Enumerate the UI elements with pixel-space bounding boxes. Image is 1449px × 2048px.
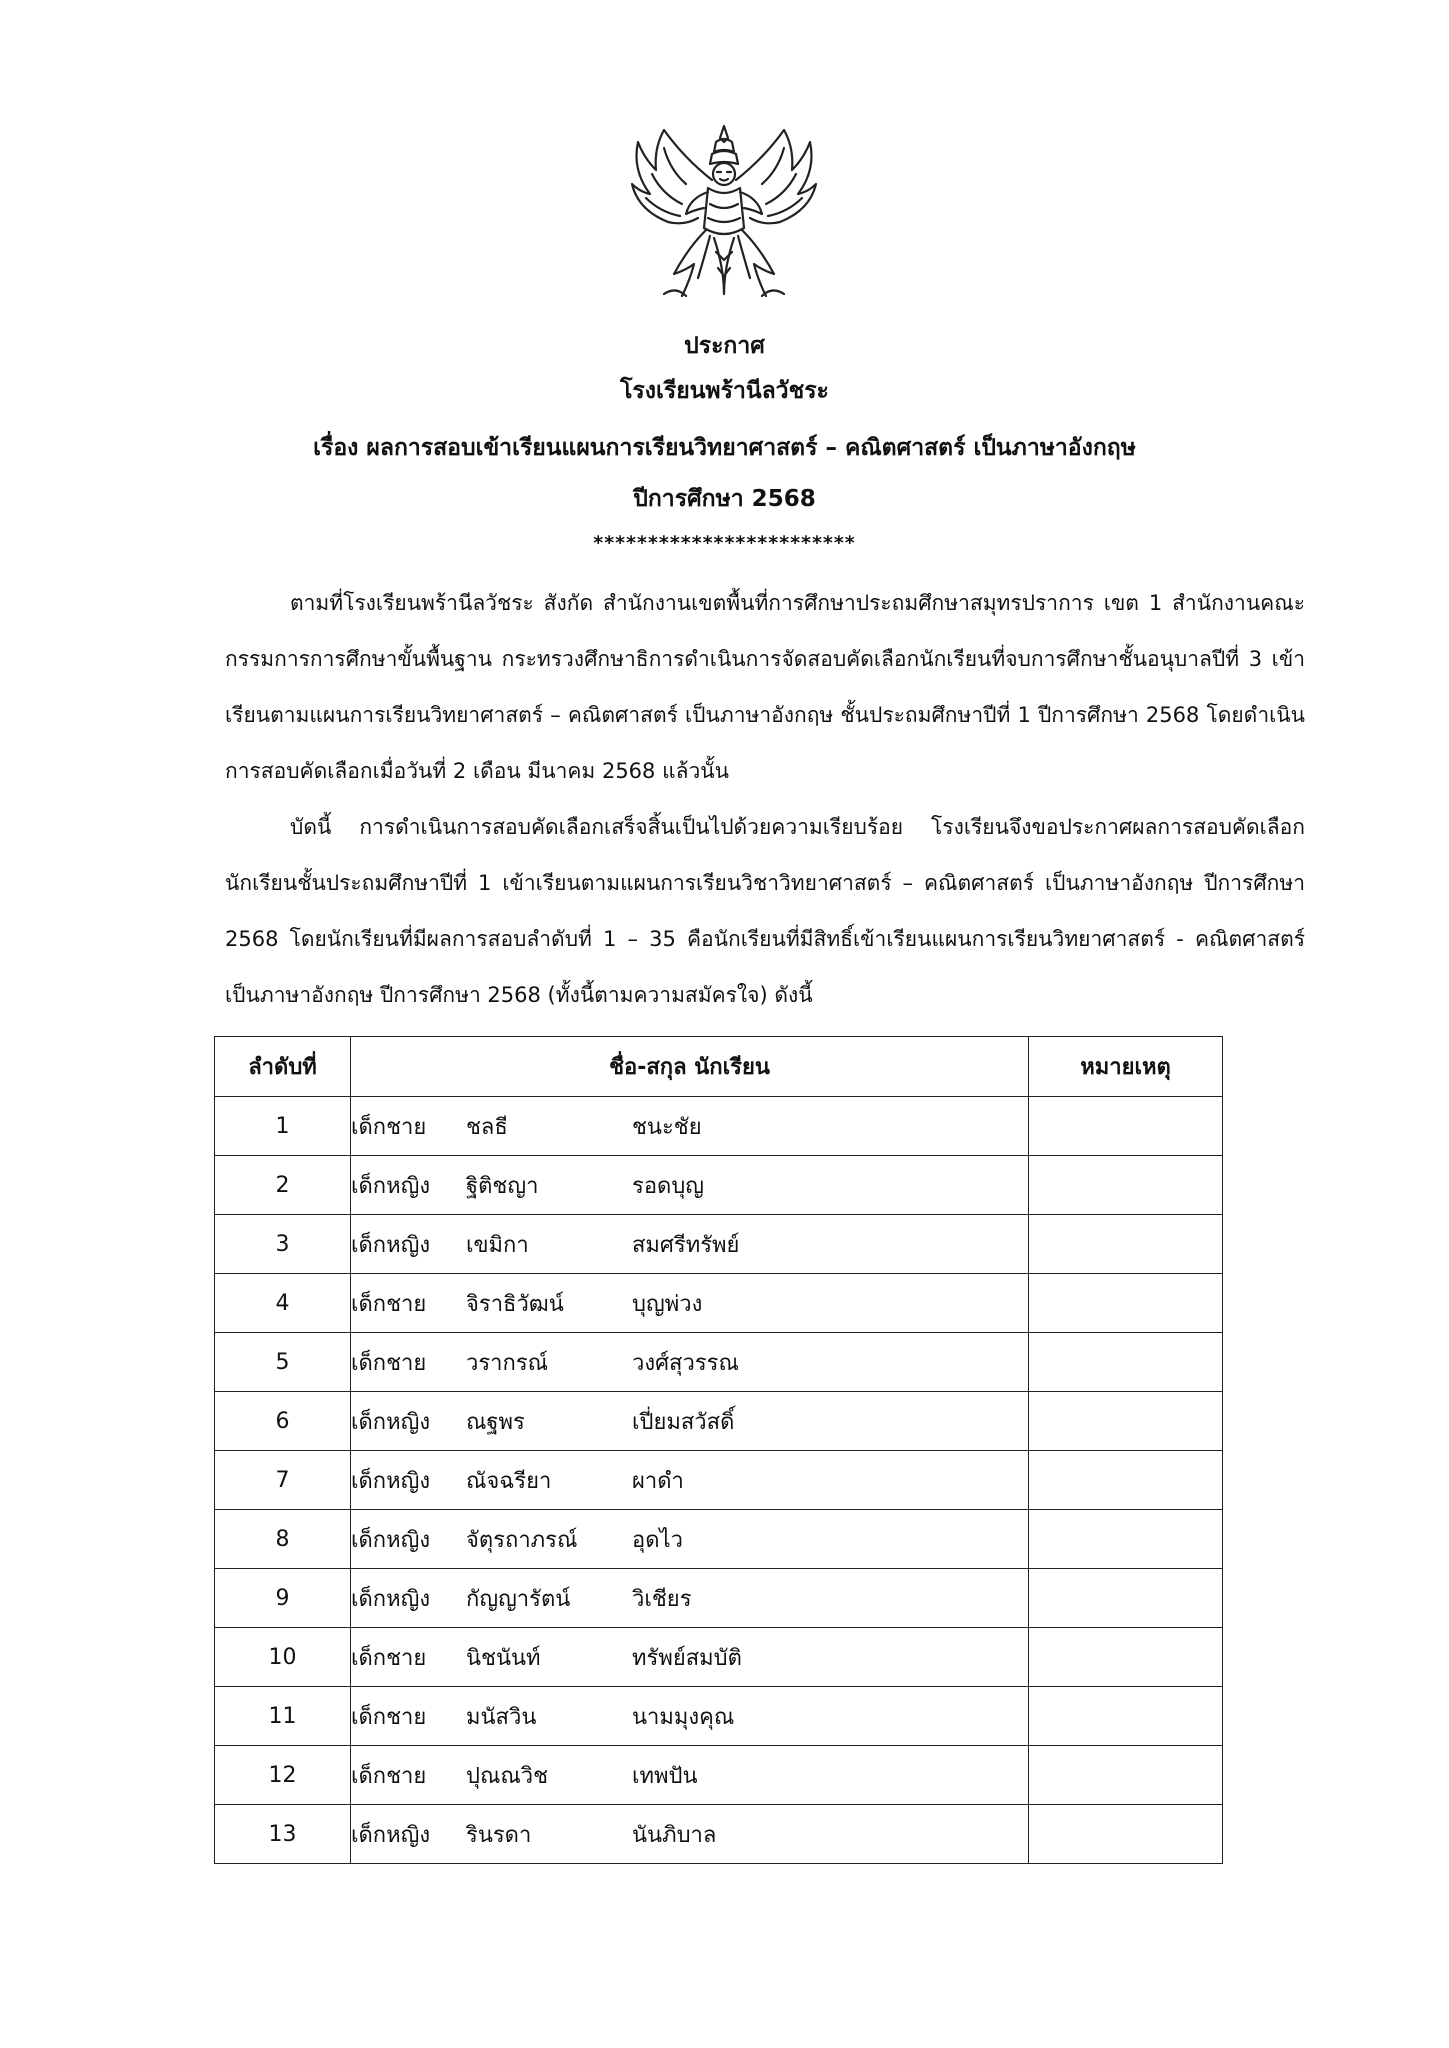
table-row [215,1687,1223,1746]
row-number: 2 [215,1156,351,1215]
name-prefix: เด็กชาย [351,1291,427,1317]
first-name: ปุณณวิช [466,1763,549,1789]
table-row [215,1274,1223,1333]
student-name [351,1628,1029,1687]
last-name: ผาดำ [632,1468,684,1494]
name-prefix: เด็กชาย [351,1645,427,1671]
first-name: วรากรณ์ [466,1350,549,1376]
student-name [351,1392,1029,1451]
first-name: กัญญารัตน์ [466,1586,571,1612]
table-row [215,1510,1223,1569]
first-name: เขมิกา [466,1232,529,1258]
first-name: รินรดา [466,1822,532,1848]
first-name: ฐิติชญา [466,1173,539,1199]
student-name [351,1097,1029,1156]
remark-cell [1029,1097,1223,1156]
remark-cell [1029,1451,1223,1510]
last-name: วิเชียร [632,1586,692,1612]
table-row [215,1451,1223,1510]
last-name: สมศรีทรัพย์ [632,1232,740,1258]
table-row [215,1333,1223,1392]
student-name [351,1333,1029,1392]
row-number: 9 [215,1569,351,1628]
table-row [215,1569,1223,1628]
name-prefix: เด็กหญิง [351,1527,431,1553]
table-row [215,1392,1223,1451]
remark-cell [1029,1392,1223,1451]
remark-cell [1029,1746,1223,1805]
row-number: 11 [215,1687,351,1746]
name-prefix: เด็กชาย [351,1704,427,1730]
table-row [215,1628,1223,1687]
remark-cell [1029,1628,1223,1687]
first-name: จัตุรถาภรณ์ [466,1527,578,1553]
student-name [351,1451,1029,1510]
table-row [215,1156,1223,1215]
last-name: เปี่ยมสวัสดิ์ [632,1409,735,1435]
row-number: 8 [215,1510,351,1569]
first-name: ชลธี [466,1114,508,1140]
header-order: ลำดับที่ [215,1037,351,1097]
first-name: นิชนันท์ [466,1645,541,1671]
name-prefix: เด็กหญิง [351,1822,431,1848]
remark-cell [1029,1156,1223,1215]
last-name: นันภิบาล [632,1822,717,1848]
last-name: ชนะชัย [632,1114,702,1140]
row-number: 5 [215,1333,351,1392]
first-name: มนัสวิน [466,1704,537,1730]
student-name [351,1746,1029,1805]
student-name [351,1274,1029,1333]
last-name: ทรัพย์สมบัติ [632,1645,742,1671]
remark-cell [1029,1569,1223,1628]
remark-cell [1029,1510,1223,1569]
name-prefix: เด็กหญิง [351,1409,431,1435]
first-name: ณัจฉรียา [466,1468,552,1494]
school-name: โรงเรียนพร้านีลวัชระ [620,378,829,404]
row-number: 12 [215,1746,351,1805]
student-name [351,1510,1029,1569]
announcement-subject: เรื่อง ผลการสอบเข้าเรียนแผนการเรียนวิทยาศาสตร์ – คณิตศาสตร์ เป็นภาษาอังกฤษ [313,435,1136,461]
remark-cell [1029,1687,1223,1746]
remark-cell [1029,1805,1223,1864]
announcement-body [225,575,1305,1023]
last-name: นามมุงคุณ [632,1704,735,1730]
first-name: ณฐพร [466,1409,525,1435]
first-name: จิราธิวัฒน์ [466,1291,564,1317]
table-header-row [215,1037,1223,1097]
last-name: บุญพ่วง [632,1291,703,1317]
remark-cell [1029,1274,1223,1333]
row-number: 1 [215,1097,351,1156]
last-name: วงศ์สุวรรณ [632,1350,739,1376]
student-name [351,1156,1029,1215]
remark-cell [1029,1333,1223,1392]
name-prefix: เด็กหญิง [351,1232,431,1258]
last-name: เทพปัน [632,1763,698,1789]
table-row [215,1805,1223,1864]
row-number: 4 [215,1274,351,1333]
announcement-label: ประกาศ [684,333,765,359]
name-prefix: เด็กหญิง [351,1468,431,1494]
last-name: รอดบุญ [632,1173,705,1199]
star-divider: ************************ [593,532,856,554]
body-paragraph-2: บัดนี้ การดำเนินการสอบคัดเลือกเสร็จสิ้นเป็นไปด้วยความเรียบร้อย โรงเรียนจึงขอประกาศผลการสอบคัดเลือกนักเรียนชั้นประถมศึกษาปีที่ 1 เข้าเรียนตามแผนการเรียนวิชาวิทยาศาสตร์ – คณิตศาสตร์ เป็นภาษาอังกฤษ ปีการศึกษา 2568 โดยนักเรียนที่มีผลการสอบลำดับที่ 1 – 35 คือนักเรียนที่มีสิทธิ์เข้าเรียนแผนการเรียนวิทยาศาสตร์ - คณิตศาสตร์ เป็นภาษาอังกฤษ ปีการศึกษา 2568 (ทั้งนี้ตามความสมัครใจ) ดังนี้ [225,815,1305,1007]
garuda-emblem-icon [624,118,824,308]
results-table [214,1036,1223,1864]
body-paragraph-1: ตามที่โรงเรียนพร้านีลวัชระ สังกัด สำนักงานเขตพื้นที่การศึกษาประถมศึกษาสมุทรปราการ เขต 1 สำนักงานคณะกรรมการการศึกษาขั้นพื้นฐาน กระทรวงศึกษาธิการดำเนินการจัดสอบคัดเลือกนักเรียนที่จบการศึกษาชั้นอนุบาลปีที่ 3 เข้าเรียนตามแผนการเรียนวิทยาศาสตร์ – คณิตศาสตร์ เป็นภาษาอังกฤษ ชั้นประถมศึกษาปีที่ 1 ปีการศึกษา 2568 โดยดำเนินการสอบคัดเลือกเมื่อวันที่ 2 เดือน มีนาคม 2568 แล้วนั้น [225,591,1305,783]
header-remark: หมายเหตุ [1029,1037,1223,1097]
name-prefix: เด็กหญิง [351,1586,431,1612]
last-name: อุดไว [632,1527,683,1553]
name-prefix: เด็กชาย [351,1763,427,1789]
student-name [351,1805,1029,1864]
student-name [351,1687,1029,1746]
student-name [351,1569,1029,1628]
row-number: 6 [215,1392,351,1451]
remark-cell [1029,1215,1223,1274]
row-number: 3 [215,1215,351,1274]
row-number: 13 [215,1805,351,1864]
academic-year: ปีการศึกษา 2568 [633,486,816,512]
name-prefix: เด็กชาย [351,1114,427,1140]
table-row [215,1097,1223,1156]
table-row [215,1746,1223,1805]
table-row [215,1215,1223,1274]
name-prefix: เด็กชาย [351,1350,427,1376]
student-name [351,1215,1029,1274]
header-student-name: ชื่อ-สกุล นักเรียน [351,1037,1029,1097]
name-prefix: เด็กหญิง [351,1173,431,1199]
row-number: 10 [215,1628,351,1687]
row-number: 7 [215,1451,351,1510]
